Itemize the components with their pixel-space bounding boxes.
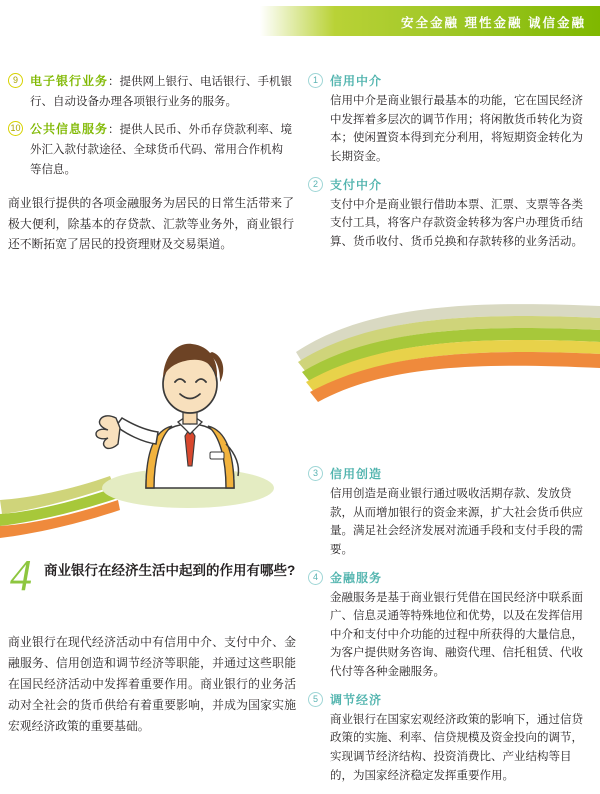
right-column-top [308,72,594,260]
item-number-badge: 9 [8,73,23,88]
list-item [308,72,594,167]
left-column [8,72,294,255]
section-heading [8,551,298,600]
item-title: 信用创造 [330,467,383,481]
right-column-bottom [308,465,594,794]
item-body: 金融服务是基于商业银行凭借在国民经济中联系面广、信息灵通等特殊地位和优势，以及在发挥信用中介和支付中介功能的过程中所获得的大量信息，为客户提供财务咨询、融资代理、信托租赁、代收代付等各种金融服务。 [330,591,583,678]
item-number-badge: 10 [8,121,23,136]
list-item [308,176,594,252]
illustration-banker-figure [60,320,300,510]
item-number-badge: 2 [308,177,323,192]
left-paragraph: 商业银行提供的各项金融服务为居民的日常生活带来了极大便利，除基本的存贷款、汇款等业务外，商业银行还不断拓宽了居民的投资理财及交易渠道。 [8,196,294,252]
item-number-badge: 4 [308,570,323,585]
item-body: 信用创造是商业银行通过吸收活期存款、发放贷款，从而增加银行的资金来源，扩大社会货币供应量。满足社会经济发展对流通手段和支付手段的需要。 [330,488,583,556]
item-title: 信用中介 [330,74,383,88]
list-item [308,569,594,682]
item-body: ：提供人民币、外币存贷款利率、境外汇入款付款途径、全球货币代码、常用合作机构等信息。 [30,124,293,176]
list-item [8,120,294,179]
item-title: 调节经济 [330,692,383,707]
item-title: 支付中介 [330,177,383,192]
item-body: 商业银行在国家宏观经济政策的影响下，通过信贷政策的实施、利率、信贷规模及资金投向的调节，实现调节经济结构、投资消费比、产业结构等目的，为国家经济稳定发挥重要作用。 [330,713,583,782]
item-title: 电子银行业务 [30,74,109,88]
item-number-badge: 1 [308,73,323,88]
item-body: 信用中介是商业银行最基本的功能，它在国民经济中发挥着多层次的调节作用；将闲散货币转化为资本；使闲置资本得到充分利用，将短期资金转化为长期资金。 [330,95,583,163]
item-body: 支付中介是商业银行借助本票、汇票、支票等各类支付工具，将客户存款资金转移为客户办理货币结算、货币收付、货币兑换和存款转移的业务活动。 [330,198,583,248]
item-body: ：提供网上银行、电话银行、手机银行、自动设备办理各项银行业务的服务。 [30,76,293,108]
section-number: 4 [10,551,32,600]
item-title: 公共信息服务 [30,122,109,137]
item-number-badge: 5 [308,692,323,707]
list-item [308,465,594,560]
item-number-badge: 3 [308,466,323,481]
list-item [8,72,294,111]
ribbon-decoration-right [296,300,600,410]
item-title: 金融服务 [330,570,383,585]
top-banner [0,0,600,42]
banner-title: 安全金融 理性金融 诚信金融 [401,16,586,30]
section-body: 商业银行在现代经济活动中有信用中介、支付中介、金融服务、信用创造和调节经济等职能，并通过这些职能在国民经济活动中发挥着重要作用。商业银行的业务活动对全社会的货币供给有着重要影响，并成为国家实施宏观经济政策的重要基础。 [8,635,296,733]
section-title: 商业银行在经济生活中起到的作用有哪些? [44,563,296,578]
list-item [308,691,594,786]
